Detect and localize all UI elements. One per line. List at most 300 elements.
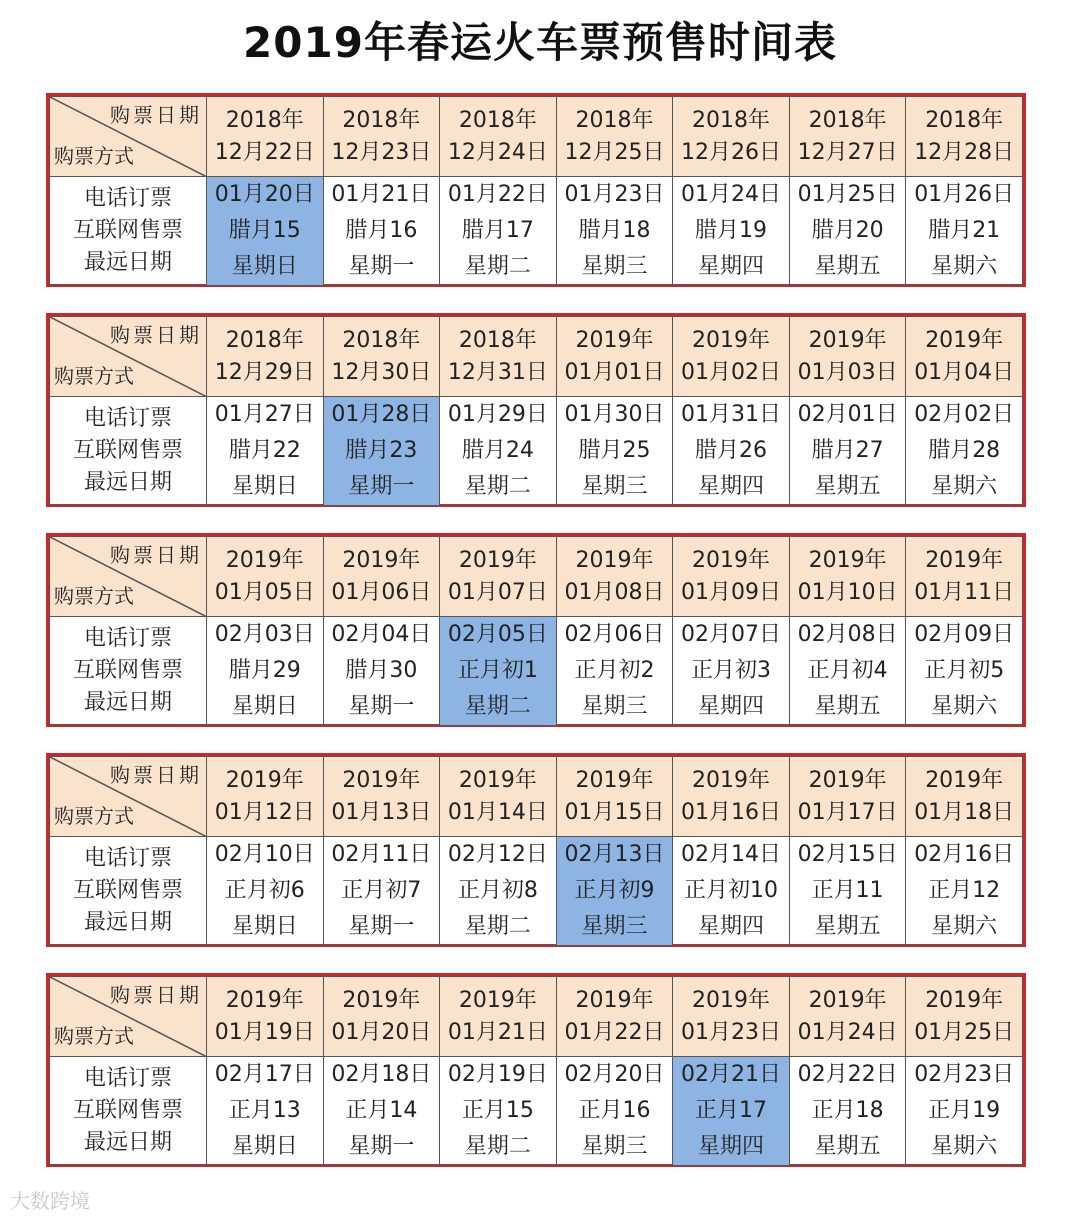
travel-date: 02月01日 (797, 402, 898, 427)
lunar-date: 腊月16 (345, 218, 418, 243)
purchase-year: 2019年 (692, 547, 771, 573)
weekday: 星期二 (464, 694, 531, 719)
weekday: 星期六 (931, 1134, 998, 1159)
purchase-date-cell (440, 537, 557, 617)
travel-date-cell (673, 397, 790, 506)
label-phone: 电话订票 (83, 1066, 172, 1091)
purchase-year: 2018年 (342, 107, 421, 133)
purchase-date-cell (906, 757, 1023, 837)
lunar-date: 正月初9 (574, 878, 655, 903)
travel-date: 01月28日 (331, 402, 432, 427)
lunar-date: 腊月17 (461, 218, 534, 243)
lunar-date: 正月初4 (807, 658, 888, 683)
travel-date: 02月16日 (914, 842, 1015, 867)
travel-date: 02月19日 (447, 1062, 548, 1087)
purchase-day: 01月09日 (681, 579, 782, 605)
lunar-date: 正月19 (928, 1098, 1001, 1123)
corner-cell (50, 977, 207, 1057)
travel-date: 02月13日 (564, 842, 665, 867)
travel-date: 02月07日 (681, 622, 782, 647)
weekday: 星期三 (581, 1134, 648, 1159)
purchase-day: 01月13日 (331, 799, 432, 825)
lunar-date: 腊月20 (811, 218, 884, 243)
purchase-day: 12月26日 (681, 139, 782, 165)
weekday: 星期六 (931, 254, 998, 279)
travel-date-cell (789, 1057, 906, 1166)
purchase-day: 12月22日 (214, 139, 315, 165)
purchase-day: 12月25日 (564, 139, 665, 165)
lunar-date: 正月17 (695, 1098, 768, 1123)
travel-date: 02月20日 (564, 1062, 665, 1087)
travel-date: 02月06日 (564, 622, 665, 647)
weekday: 星期四 (698, 1134, 765, 1159)
purchase-date-cell (207, 97, 324, 177)
purchase-day: 01月22日 (564, 1019, 665, 1045)
schedule-block (46, 313, 1026, 507)
travel-date: 02月02日 (914, 402, 1015, 427)
weekday: 星期日 (231, 1134, 298, 1159)
header-row (50, 97, 1023, 177)
label-farthest: 最远日期 (83, 910, 172, 935)
purchase-year: 2019年 (808, 547, 887, 573)
travel-date: 01月30日 (564, 402, 665, 427)
label-farthest: 最远日期 (83, 470, 172, 495)
lunar-date: 正月16 (578, 1098, 651, 1123)
purchase-date-cell (673, 97, 790, 177)
purchase-date-cell (789, 977, 906, 1057)
weekday: 星期五 (814, 694, 881, 719)
purchase-year: 2019年 (925, 767, 1004, 793)
corner-cell (50, 317, 207, 397)
lunar-date: 正月11 (811, 878, 884, 903)
purchase-date-cell (323, 977, 440, 1057)
purchase-date-cell (207, 977, 324, 1057)
purchase-day: 01月03日 (797, 359, 898, 385)
label-internet: 互联网售票 (72, 438, 183, 463)
travel-date: 02月22日 (797, 1062, 898, 1087)
header-row (50, 537, 1023, 617)
weekday: 星期一 (348, 254, 415, 279)
travel-date-cell (556, 397, 673, 506)
label-phone: 电话订票 (83, 626, 172, 651)
purchase-date-cell (673, 317, 790, 397)
travel-date-cell (207, 397, 324, 506)
schedule-table (49, 976, 1023, 1166)
travel-date-cell-highlighted (556, 837, 673, 946)
weekday: 星期一 (348, 1134, 415, 1159)
purchase-year: 2018年 (808, 107, 887, 133)
corner-cell (50, 537, 207, 617)
weekday: 星期四 (698, 914, 765, 939)
travel-date-cell (323, 837, 440, 946)
weekday: 星期五 (814, 254, 881, 279)
purchase-date-cell (789, 757, 906, 837)
travel-date-cell (440, 177, 557, 286)
corner-bottom-label: 购票方式 (54, 144, 134, 168)
purchase-day: 01月16日 (681, 799, 782, 825)
method-label-cell (50, 617, 207, 726)
travel-date-cell (207, 837, 324, 946)
purchase-year: 2019年 (575, 547, 654, 573)
travel-date: 01月31日 (681, 402, 782, 427)
lunar-date: 腊月24 (461, 438, 534, 463)
travel-date-cell (906, 1057, 1023, 1166)
purchase-year: 2019年 (458, 987, 537, 1013)
purchase-year: 2019年 (808, 987, 887, 1013)
body-row (50, 397, 1023, 506)
travel-date: 02月08日 (797, 622, 898, 647)
schedule-block (46, 973, 1026, 1167)
purchase-year: 2018年 (225, 107, 304, 133)
purchase-day: 01月15日 (564, 799, 665, 825)
travel-date-cell (789, 837, 906, 946)
purchase-date-cell (207, 317, 324, 397)
travel-date-cell (556, 1057, 673, 1166)
schedule-table (49, 316, 1023, 506)
purchase-year: 2019年 (925, 547, 1004, 573)
corner-cell (50, 757, 207, 837)
purchase-date-cell (789, 537, 906, 617)
lunar-date: 腊月19 (695, 218, 768, 243)
travel-date-cell (789, 177, 906, 286)
weekday: 星期四 (698, 254, 765, 279)
purchase-year: 2019年 (458, 767, 537, 793)
purchase-year: 2018年 (225, 327, 304, 353)
weekday: 星期六 (931, 474, 998, 499)
weekday: 星期三 (581, 914, 648, 939)
weekday: 星期四 (698, 694, 765, 719)
purchase-day: 12月28日 (914, 139, 1015, 165)
travel-date: 02月23日 (914, 1062, 1015, 1087)
purchase-date-cell (906, 317, 1023, 397)
schedule-block (46, 753, 1026, 947)
travel-date: 01月22日 (447, 182, 548, 207)
weekday: 星期日 (231, 694, 298, 719)
lunar-date: 腊月22 (228, 438, 301, 463)
purchase-day: 01月18日 (914, 799, 1015, 825)
travel-date: 02月18日 (331, 1062, 432, 1087)
weekday: 星期二 (464, 254, 531, 279)
travel-date-cell (789, 617, 906, 726)
purchase-day: 01月02日 (681, 359, 782, 385)
purchase-date-cell (673, 977, 790, 1057)
lunar-date: 腊月25 (578, 438, 651, 463)
purchase-date-cell (323, 537, 440, 617)
watermark: 大数跨境 (10, 1189, 90, 1213)
travel-date: 01月25日 (797, 182, 898, 207)
travel-date-cell (207, 1057, 324, 1166)
travel-date-cell (323, 1057, 440, 1166)
corner-cell (50, 97, 207, 177)
label-internet: 互联网售票 (72, 658, 183, 683)
travel-date-cell (323, 617, 440, 726)
travel-date: 01月20日 (214, 182, 315, 207)
weekday: 星期六 (931, 694, 998, 719)
lunar-date: 正月15 (461, 1098, 534, 1123)
purchase-year: 2019年 (808, 767, 887, 793)
weekday: 星期三 (581, 474, 648, 499)
purchase-date-cell (207, 537, 324, 617)
purchase-year: 2019年 (692, 987, 771, 1013)
purchase-date-cell (906, 537, 1023, 617)
weekday: 星期二 (464, 914, 531, 939)
purchase-day: 01月12日 (214, 799, 315, 825)
method-label-cell (50, 397, 207, 506)
lunar-date: 正月初5 (924, 658, 1005, 683)
lunar-date: 腊月15 (228, 218, 301, 243)
weekday: 星期日 (231, 254, 298, 279)
body-row (50, 177, 1023, 286)
purchase-date-cell (323, 757, 440, 837)
purchase-year: 2018年 (342, 327, 421, 353)
purchase-date-cell (556, 317, 673, 397)
purchase-year: 2019年 (342, 987, 421, 1013)
schedule-block (46, 533, 1026, 727)
purchase-year: 2018年 (458, 107, 537, 133)
weekday: 星期五 (814, 474, 881, 499)
purchase-date-cell (556, 97, 673, 177)
purchase-date-cell (673, 537, 790, 617)
schedule-table (49, 536, 1023, 726)
method-label-cell (50, 1057, 207, 1166)
travel-date-cell (789, 397, 906, 506)
purchase-date-cell (556, 977, 673, 1057)
travel-date: 02月15日 (797, 842, 898, 867)
label-farthest: 最远日期 (83, 1130, 172, 1155)
travel-date-cell (440, 1057, 557, 1166)
travel-date: 02月03日 (214, 622, 315, 647)
travel-date-cell (323, 177, 440, 286)
travel-date: 01月26日 (914, 182, 1015, 207)
purchase-day: 12月23日 (331, 139, 432, 165)
purchase-day: 01月19日 (214, 1019, 315, 1045)
travel-date-cell-highlighted (440, 617, 557, 726)
travel-date-cell (673, 177, 790, 286)
header-row (50, 757, 1023, 837)
header-row (50, 977, 1023, 1057)
purchase-date-cell (556, 537, 673, 617)
travel-date-cell (906, 177, 1023, 286)
weekday: 星期二 (464, 474, 531, 499)
purchase-date-cell (323, 97, 440, 177)
purchase-day: 01月01日 (564, 359, 665, 385)
body-row (50, 1057, 1023, 1166)
schedule-table (49, 756, 1023, 946)
purchase-day: 01月24日 (797, 1019, 898, 1045)
purchase-year: 2019年 (925, 987, 1004, 1013)
purchase-day: 12月29日 (214, 359, 315, 385)
travel-date-cell (906, 837, 1023, 946)
lunar-date: 正月初7 (341, 878, 422, 903)
purchase-year: 2019年 (925, 327, 1004, 353)
lunar-date: 正月初10 (684, 878, 779, 903)
purchase-day: 01月25日 (914, 1019, 1015, 1045)
purchase-day: 01月04日 (914, 359, 1015, 385)
travel-date: 01月21日 (331, 182, 432, 207)
purchase-year: 2019年 (808, 327, 887, 353)
corner-bottom-label: 购票方式 (54, 584, 134, 608)
weekday: 星期四 (698, 474, 765, 499)
body-row (50, 837, 1023, 946)
weekday: 星期一 (348, 694, 415, 719)
lunar-date: 正月13 (228, 1098, 301, 1123)
purchase-year: 2018年 (458, 327, 537, 353)
purchase-day: 12月27日 (797, 139, 898, 165)
travel-date: 01月27日 (214, 402, 315, 427)
purchase-date-cell (207, 757, 324, 837)
lunar-date: 腊月27 (811, 438, 884, 463)
purchase-day: 01月11日 (914, 579, 1015, 605)
weekday: 星期一 (348, 474, 415, 499)
purchase-date-cell (323, 317, 440, 397)
travel-date: 02月05日 (447, 622, 548, 647)
travel-date-cell-highlighted (673, 1057, 790, 1166)
corner-top-label: 购票日期 (110, 323, 202, 347)
travel-date: 02月12日 (447, 842, 548, 867)
purchase-date-cell (556, 757, 673, 837)
purchase-year: 2019年 (225, 767, 304, 793)
travel-date-cell (673, 617, 790, 726)
lunar-date: 正月14 (345, 1098, 418, 1123)
travel-date: 02月10日 (214, 842, 315, 867)
method-label-cell (50, 837, 207, 946)
lunar-date: 腊月21 (928, 218, 1001, 243)
purchase-year: 2019年 (575, 767, 654, 793)
purchase-date-cell (789, 317, 906, 397)
travel-date-cell (673, 837, 790, 946)
purchase-date-cell (440, 97, 557, 177)
lunar-date: 正月18 (811, 1098, 884, 1123)
purchase-date-cell (440, 317, 557, 397)
lunar-date: 正月初2 (574, 658, 655, 683)
purchase-date-cell (440, 757, 557, 837)
purchase-day: 01月08日 (564, 579, 665, 605)
purchase-day: 01月05日 (214, 579, 315, 605)
label-internet: 互联网售票 (72, 1098, 183, 1123)
corner-bottom-label: 购票方式 (54, 364, 134, 388)
purchase-day: 01月17日 (797, 799, 898, 825)
travel-date-cell (440, 397, 557, 506)
travel-date: 02月17日 (214, 1062, 315, 1087)
travel-date: 01月23日 (564, 182, 665, 207)
purchase-year: 2019年 (342, 547, 421, 573)
weekday: 星期日 (231, 914, 298, 939)
purchase-year: 2019年 (225, 987, 304, 1013)
header-row (50, 317, 1023, 397)
travel-date-cell (207, 617, 324, 726)
travel-date-cell (906, 617, 1023, 726)
purchase-day: 01月10日 (797, 579, 898, 605)
purchase-year: 2019年 (692, 767, 771, 793)
label-phone: 电话订票 (83, 186, 172, 211)
lunar-date: 正月初6 (224, 878, 305, 903)
page-title: 2019年春运火车票预售时间表 (243, 18, 837, 67)
corner-top-label: 购票日期 (110, 543, 202, 567)
corner-top-label: 购票日期 (110, 763, 202, 787)
lunar-date: 正月初1 (457, 658, 538, 683)
travel-date: 02月09日 (914, 622, 1015, 647)
label-farthest: 最远日期 (83, 690, 172, 715)
purchase-day: 01月14日 (447, 799, 548, 825)
purchase-year: 2019年 (458, 547, 537, 573)
purchase-day: 01月20日 (331, 1019, 432, 1045)
purchase-day: 01月06日 (331, 579, 432, 605)
travel-date-cell (556, 177, 673, 286)
purchase-day: 01月23日 (681, 1019, 782, 1045)
travel-date: 02月11日 (331, 842, 432, 867)
purchase-date-cell (906, 977, 1023, 1057)
travel-date: 02月04日 (331, 622, 432, 647)
corner-bottom-label: 购票方式 (54, 1024, 134, 1048)
travel-date-cell (556, 617, 673, 726)
lunar-date: 腊月23 (345, 438, 418, 463)
purchase-date-cell (906, 97, 1023, 177)
purchase-date-cell (673, 757, 790, 837)
weekday: 星期三 (581, 254, 648, 279)
purchase-year: 2018年 (575, 107, 654, 133)
weekday: 星期五 (814, 1134, 881, 1159)
weekday: 星期三 (581, 694, 648, 719)
weekday: 星期一 (348, 914, 415, 939)
body-row (50, 617, 1023, 726)
lunar-date: 正月12 (928, 878, 1001, 903)
label-phone: 电话订票 (83, 846, 172, 871)
travel-date-cell-highlighted (323, 397, 440, 506)
corner-bottom-label: 购票方式 (54, 804, 134, 828)
purchase-day: 12月24日 (447, 139, 548, 165)
lunar-date: 正月初3 (691, 658, 772, 683)
purchase-year: 2019年 (225, 547, 304, 573)
corner-top-label: 购票日期 (110, 103, 202, 127)
travel-date: 01月24日 (681, 182, 782, 207)
label-farthest: 最远日期 (83, 250, 172, 275)
weekday: 星期二 (464, 1134, 531, 1159)
weekday: 星期六 (931, 914, 998, 939)
weekday: 星期五 (814, 914, 881, 939)
purchase-year: 2019年 (692, 327, 771, 353)
purchase-year: 2018年 (692, 107, 771, 133)
label-internet: 互联网售票 (72, 218, 183, 243)
travel-date-cell-highlighted (207, 177, 324, 286)
label-internet: 互联网售票 (72, 878, 183, 903)
lunar-date: 腊月28 (928, 438, 1001, 463)
purchase-year: 2019年 (342, 767, 421, 793)
lunar-date: 腊月29 (228, 658, 301, 683)
lunar-date: 腊月18 (578, 218, 651, 243)
purchase-day: 01月21日 (447, 1019, 548, 1045)
lunar-date: 腊月30 (345, 658, 418, 683)
travel-date-cell (906, 397, 1023, 506)
schedule-table (49, 96, 1023, 286)
method-label-cell (50, 177, 207, 286)
travel-date: 02月14日 (681, 842, 782, 867)
schedule-block (46, 93, 1026, 287)
lunar-date: 腊月26 (695, 438, 768, 463)
travel-date: 01月29日 (447, 402, 548, 427)
purchase-day: 12月30日 (331, 359, 432, 385)
purchase-day: 01月07日 (447, 579, 548, 605)
purchase-date-cell (789, 97, 906, 177)
corner-top-label: 购票日期 (110, 983, 202, 1007)
label-phone: 电话订票 (83, 406, 172, 431)
purchase-year: 2018年 (925, 107, 1004, 133)
purchase-day: 12月31日 (447, 359, 548, 385)
travel-date-cell (440, 837, 557, 946)
purchase-year: 2019年 (575, 327, 654, 353)
purchase-year: 2019年 (575, 987, 654, 1013)
lunar-date: 正月初8 (457, 878, 538, 903)
weekday: 星期日 (231, 474, 298, 499)
